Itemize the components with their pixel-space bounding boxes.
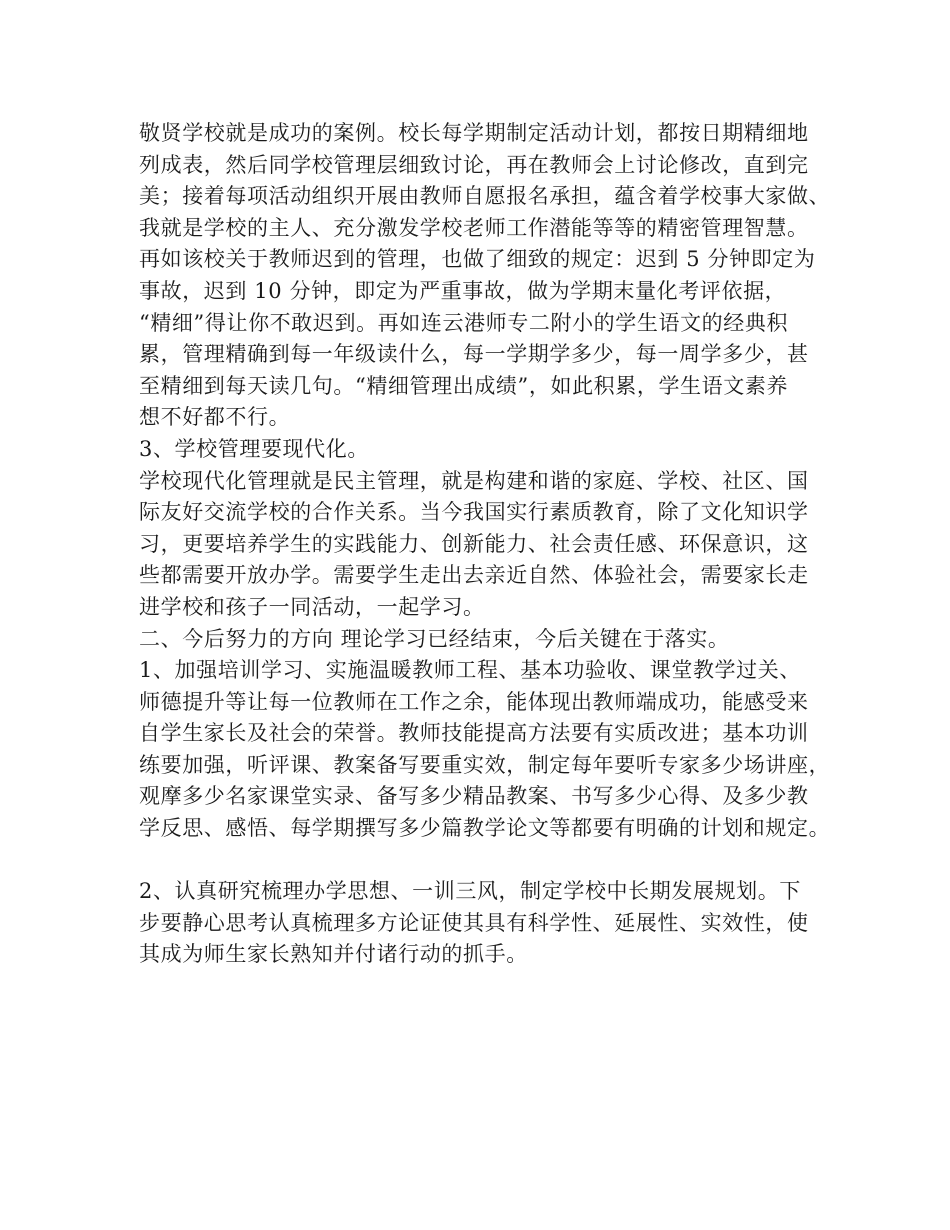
list-item-line: 1、加强培训学习、实施温暖教师工程、基本功验收、课堂教学过关、 xyxy=(139,658,801,683)
section-heading: 二、今后努力的方向 理论学习已经结束，今后关键在于落实。 xyxy=(139,626,730,651)
text-line: 敬贤学校就是成功的案例。校长每学期制定活动计划，都按日期精细地 xyxy=(139,121,809,145)
text-line: 观摩多少名家课堂实录、备写多少精品教案、书写多少心得、及多少教 xyxy=(139,784,809,809)
text-line: 师德提升等让每一位教师在工作之余，能体现出教师端成功，能感受来 xyxy=(139,689,809,714)
section-heading: 3、学校管理要现代化。 xyxy=(139,436,369,461)
text-line: 至精细到每天读几句。“精细管理出成绩”，如此积累，学生语文素养 xyxy=(139,373,789,398)
text-line: 事故，迟到 10 分钟，即定为严重事故，做为学期末量化考评依据， xyxy=(139,278,787,303)
list-item-line: 2、认真研究梳理办学思想、一训三风，制定学校中长期发展规划。下 xyxy=(139,879,801,904)
text-line: 列成表，然后同学校管理层细致讨论，再在教师会上讨论修改，直到完 xyxy=(139,152,809,177)
text-line: “精细”得让你不敢迟到。再如连云港师专二附小的学生语文的经典积 xyxy=(139,310,789,335)
text-line: 练要加强，听评课、教案备写要重实效，制定每年要听专家多少场讲座， xyxy=(139,752,831,777)
document-body xyxy=(139,118,839,971)
blank-line xyxy=(139,845,839,877)
text-line: 际友好交流学校的合作关系。当今我国实行素质教育，除了文化知识学 xyxy=(139,500,809,525)
text-line: 其成为师生家长熟知并付诸行动的抓手。 xyxy=(139,942,528,967)
text-line: 些都需要开放办学。需要学生走出去亲近自然、体验社会，需要家长走 xyxy=(139,563,809,588)
text-line: 我就是学校的主人、充分激发学校老师工作潜能等等的精密管理智慧。 xyxy=(139,215,809,240)
text-line: 学校现代化管理就是民主管理，就是构建和谐的家庭、学校、社区、国 xyxy=(139,468,809,493)
text-line: 习，更要培养学生的实践能力、创新能力、社会责任感、环保意识，这 xyxy=(139,531,809,556)
text-line: 想不好都不行。 xyxy=(139,405,291,430)
text-line: 累，管理精确到每一年级读什么，每一学期学多少，每一周学多少，甚 xyxy=(139,342,809,367)
text-line: 美；接着每项活动组织开展由教师自愿报名承担，蕴含着学校事大家做、 xyxy=(139,184,831,209)
text-line: 学反思、感悟、每学期撰写多少篇教学论文等都要有明确的计划和规定。 xyxy=(139,816,831,841)
text-line: 步要静心思考认真梳理多方论证使其具有科学性、延展性、实效性，使 xyxy=(139,910,809,935)
text-line: 进学校和孩子一同活动，一起学习。 xyxy=(139,594,485,619)
text-line: 自学生家长及社会的荣誉。教师技能提高方法要有实质改进；基本功训 xyxy=(139,721,809,746)
text-line: 再如该校关于教师迟到的管理，也做了细致的规定：迟到 5 分钟即定为 xyxy=(139,247,816,272)
